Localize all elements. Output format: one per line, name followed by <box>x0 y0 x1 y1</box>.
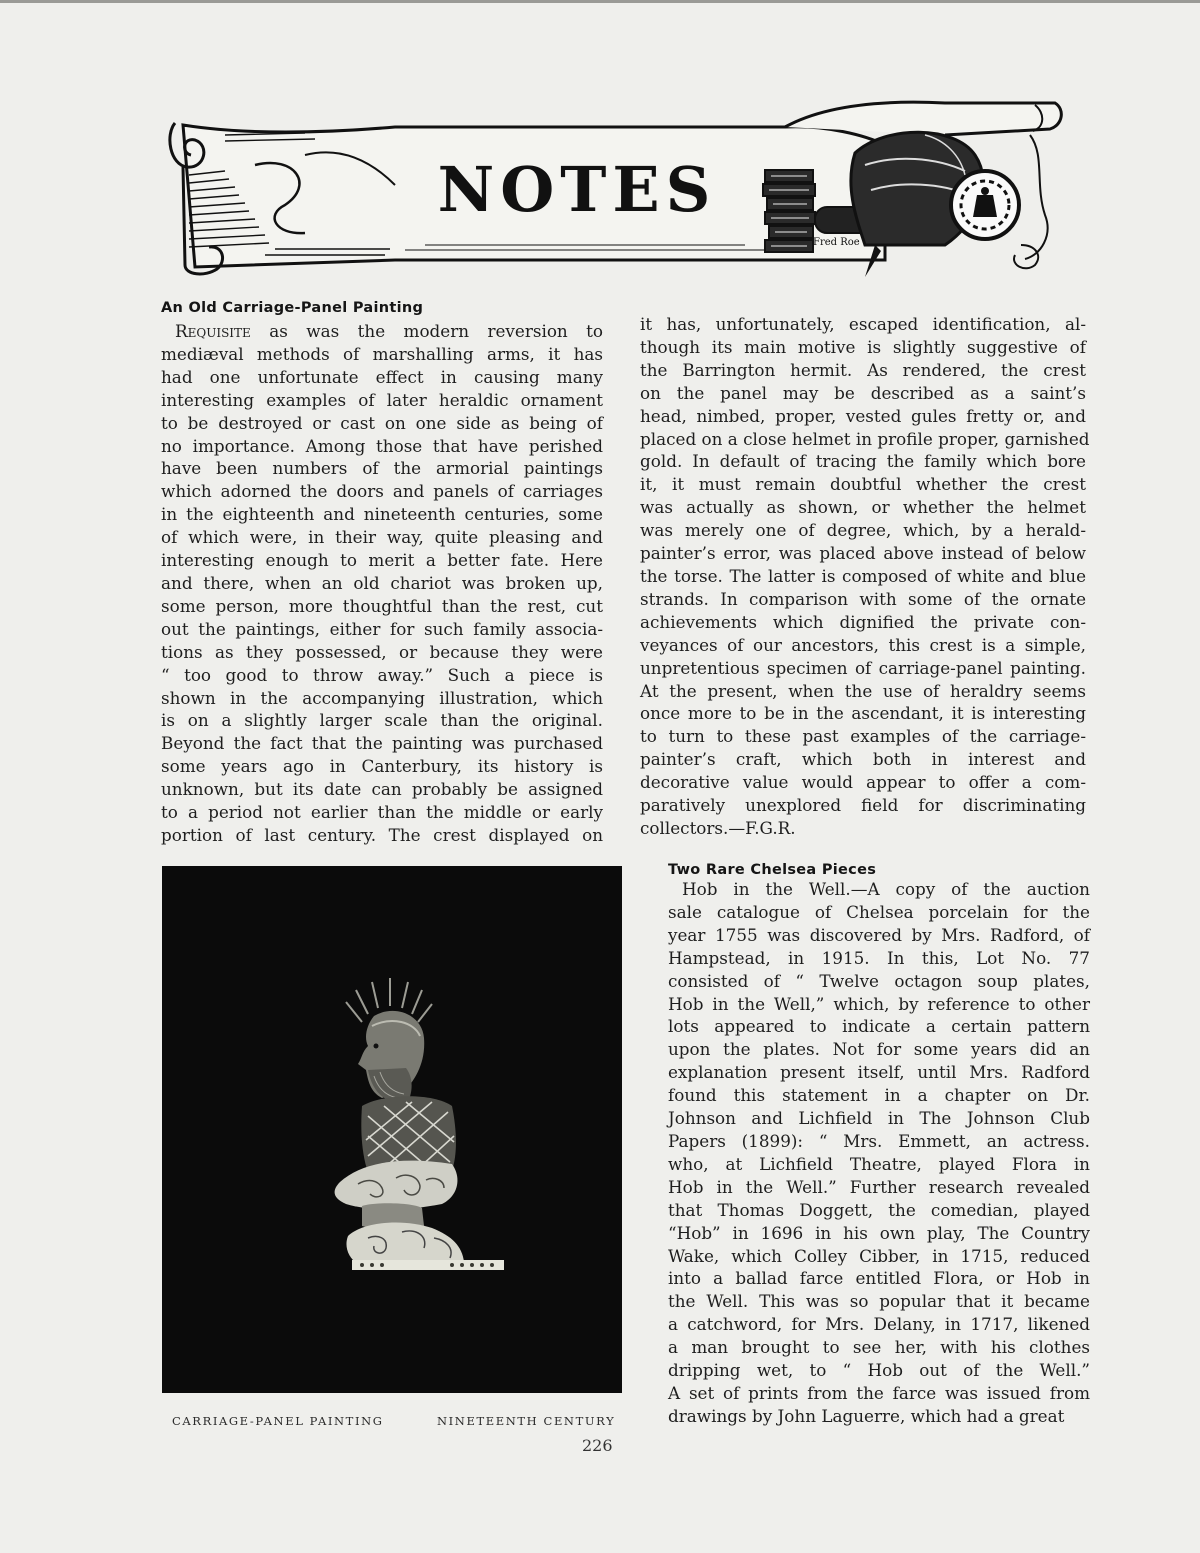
text-line: in the eighteenth and nineteenth centuries, some <box>161 504 603 525</box>
text-line: sale catalogue of Chelsea porcelain for the <box>668 901 1090 922</box>
text-line: found this statement in a chapter on Dr. <box>668 1085 1090 1106</box>
text-line: painter’s error, was placed above instead of below <box>640 543 1086 564</box>
text-line: consisted of “ Twelve octagon soup plates, <box>668 970 1090 991</box>
text-line: A set of prints from the farce was issued from <box>668 1382 1090 1403</box>
text-line: unknown, but its date can probably be assigned <box>161 779 603 800</box>
text-line: mediæval methods of marshalling arms, it has <box>161 343 603 364</box>
text-line: Hob in the Well.” Further research revealed <box>668 1176 1090 1197</box>
text-line: Johnson and Lichfield in The Johnson Club <box>668 1108 1090 1129</box>
text-line: is on a slightly larger scale than the original. <box>161 710 603 731</box>
text-line: of which were, in their way, quite pleasing and <box>161 527 603 548</box>
text-line: to a period not earlier than the middle or early <box>161 802 603 823</box>
text-line: upon the plates. Not for some years did an <box>668 1039 1090 1060</box>
text-line: no importance. Among those that have perished <box>161 435 603 456</box>
text-line: the Barrington hermit. As rendered, the crest <box>640 359 1086 380</box>
text-line: shown in the accompanying illustration, which <box>161 687 603 708</box>
text-line: tions as they possessed, or because they were <box>161 641 603 662</box>
text-line: decorative value would appear to offer a com- <box>640 772 1086 793</box>
text-line: the torse. The latter is composed of white and blue <box>640 565 1086 586</box>
text-line: once more to be in the ascendant, it is interesting <box>640 703 1086 724</box>
text-line: out the paintings, either for such family associa- <box>161 618 603 639</box>
text-line: interesting examples of later heraldic ornament <box>161 389 603 410</box>
drop-word: Requisite <box>175 321 251 341</box>
text-line: some person, more thoughtful than the rest, cut <box>161 595 603 616</box>
text-line: Hob in the Well.—A copy of the auction <box>682 879 1090 899</box>
text-line: lots appeared to indicate a certain pattern <box>668 1016 1090 1037</box>
article-heading-chelsea-pieces: Two Rare Chelsea Pieces <box>668 862 877 878</box>
notes-banner <box>165 95 1065 280</box>
text-line: some years ago in Canterbury, its history is <box>161 756 603 777</box>
text-line: placed on a close helmet in profile proper, garnished <box>640 428 1090 449</box>
text-line: dripping wet, to “ Hob out of the Well.” <box>668 1360 1090 1381</box>
article-column-left <box>161 320 603 847</box>
carriage-panel-photograph <box>162 866 622 1393</box>
text-line: “Hob” in 1696 in his own play, The Country <box>668 1222 1090 1243</box>
text-line: it has, unfortunately, escaped identification, al- <box>640 314 1086 334</box>
text-line: Papers (1899): “ Mrs. Emmett, an actress. <box>668 1130 1090 1151</box>
text-line: unpretentious specimen of carriage-panel painting. <box>640 657 1086 678</box>
text-line: Hampstead, in 1915. In this, Lot No. 77 <box>668 947 1090 968</box>
text-line: painter’s craft, which both in interest and <box>640 749 1086 770</box>
text-line: the Well. This was so popular that it became <box>668 1291 1090 1312</box>
text-line: gold. In default of tracing the family which bore <box>640 451 1086 472</box>
figure-caption-date: NINETEENTH CENTURY <box>437 1414 616 1428</box>
text-line: and there, when an old chariot was broken up, <box>161 572 603 593</box>
text-line: though its main motive is slightly suggestive of <box>640 336 1086 357</box>
text-line: it, it must remain doubtful whether the crest <box>640 474 1086 495</box>
article-column-chelsea <box>668 878 1090 1428</box>
text-line: had one unfortunate effect in causing many <box>161 366 603 387</box>
text-line: on the panel may be described as a saint’s <box>640 382 1086 403</box>
text-line: paratively unexplored field for discriminating <box>640 795 1086 816</box>
page-number: 226 <box>582 1436 613 1455</box>
text-line: year 1755 was discovered by Mrs. Radford, of <box>668 924 1090 945</box>
crest-image <box>162 866 622 1393</box>
text-line: have been numbers of the armorial paintings <box>161 458 603 479</box>
text-line: Wake, which Colley Cibber, in 1715, reduced <box>668 1245 1090 1266</box>
text-line: achievements which dignified the private con- <box>640 611 1086 632</box>
text-line: was actually as shown, or whether the helmet <box>640 497 1086 518</box>
text-line: head, nimbed, proper, vested gules fretty or, and <box>640 405 1086 426</box>
banner-signature: Fred Roe <box>813 237 860 248</box>
text-line: to be destroyed or cast on one side as being of <box>161 412 603 433</box>
text-line: “ too good to throw away.” Such a piece is <box>161 664 603 685</box>
text-line: explanation present itself, until Mrs. Radford <box>668 1062 1090 1083</box>
text-line: that Thomas Doggett, the comedian, played <box>668 1199 1090 1220</box>
text-line: was merely one of degree, which, by a herald- <box>640 520 1086 541</box>
article-heading-carriage-panel: An Old Carriage-Panel Painting <box>161 300 424 316</box>
top-edge-rule <box>0 0 1200 3</box>
text-line: drawings by John Laguerre, which had a great <box>668 1405 1065 1426</box>
text-line: Beyond the fact that the painting was purchased <box>161 733 603 754</box>
text-line: interesting enough to merit a better fate. Here <box>161 550 603 571</box>
text-line: strands. In comparison with some of the ornate <box>640 588 1086 609</box>
figure-caption-title: CARRIAGE-PANEL PAINTING <box>172 1414 384 1428</box>
text-line: who, at Lichfield Theatre, played Flora in <box>668 1153 1090 1174</box>
text-line <box>161 320 603 343</box>
text-line: a man brought to see her, with his clothes <box>668 1337 1090 1358</box>
text-line: a catchword, for Mrs. Delany, in 1717, likened <box>668 1314 1090 1335</box>
text-line: portion of last century. The crest displayed on <box>161 824 603 845</box>
text-line: collectors.—F.G.R. <box>640 817 796 838</box>
page-title: NOTES <box>437 153 717 226</box>
text-line: to turn to these past examples of the carriage- <box>640 726 1086 747</box>
text-line: Hob in the Well,” which, by reference to other <box>668 993 1090 1014</box>
text-line: veyances of our ancestors, this crest is a simple, <box>640 634 1086 655</box>
text-line: which adorned the doors and panels of carriages <box>161 481 603 502</box>
text-line: At the present, when the use of heraldry seems <box>640 680 1086 701</box>
text-line-rest: as was the modern reversion to <box>250 321 603 341</box>
text-line: into a ballad farce entitled Flora, or Hob in <box>668 1268 1090 1289</box>
article-column-right <box>640 313 1090 840</box>
